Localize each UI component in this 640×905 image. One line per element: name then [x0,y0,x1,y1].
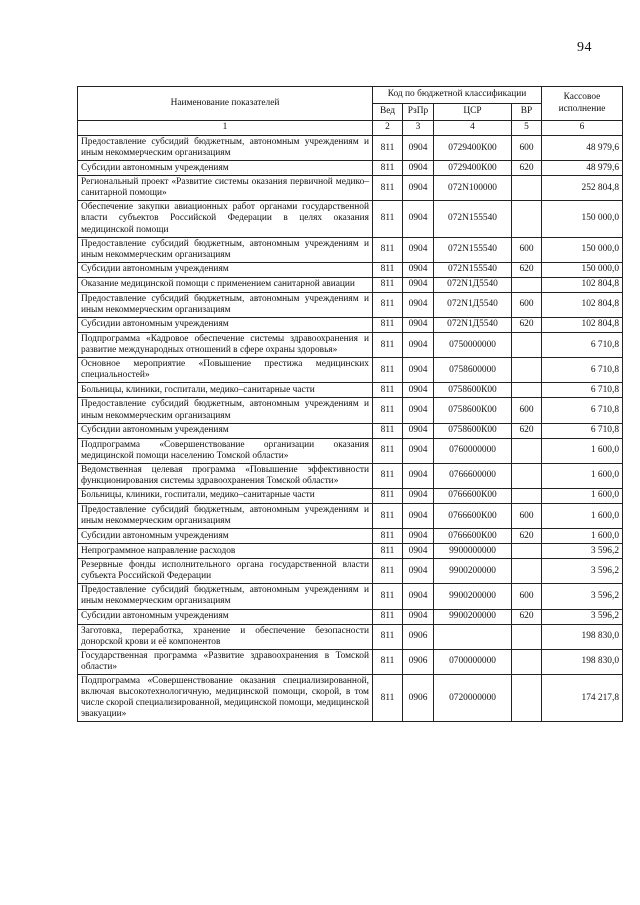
row-vr [512,176,542,201]
row-csr: 072N1Д5540 [434,318,512,333]
row-rzpr: 0904 [403,176,434,201]
col-number: 3 [403,121,434,136]
row-ved: 811 [373,423,403,438]
row-csr: 0758600000 [434,358,512,383]
row-rzpr: 0904 [403,398,434,423]
row-amount: 252 804,8 [542,176,623,201]
row-vr: 620 [512,529,542,544]
row-csr: 0766600К00 [434,488,512,503]
row-vr [512,358,542,383]
row-rzpr: 0904 [403,383,434,398]
table-row [78,201,623,237]
row-vr [512,488,542,503]
header-cash: Кассовое исполнение [542,87,623,121]
table-row [78,438,623,463]
row-rzpr: 0904 [403,529,434,544]
table-row [78,277,623,292]
row-amount: 1 600,0 [542,488,623,503]
row-name: Обеспечение закупки авиационных работ органами государственной власти субъектов Российской Федерации в целях оказания медицинской помощи [78,201,373,237]
row-csr: 072N1Д5540 [434,292,512,317]
row-rzpr: 0904 [403,609,434,624]
col-number: 5 [512,121,542,136]
row-name: Больницы, клиники, госпитали, медико–санитарные части [78,488,373,503]
row-vr: 620 [512,262,542,277]
row-amount: 1 600,0 [542,529,623,544]
row-amount: 150 000,0 [542,262,623,277]
row-csr: 0758600К00 [434,383,512,398]
row-amount: 1 600,0 [542,463,623,488]
table-row [78,609,623,624]
row-csr: 9900200000 [434,584,512,609]
row-name: Подпрограмма «Совершенствование организации оказания медицинской помощи населению Томской области» [78,438,373,463]
row-amount: 6 710,8 [542,398,623,423]
row-amount: 6 710,8 [542,383,623,398]
row-csr: 072N155540 [434,201,512,237]
header-vr: ВР [512,104,542,121]
row-csr: 0758600К00 [434,398,512,423]
row-ved: 811 [373,383,403,398]
table-row [78,136,623,161]
row-amount: 102 804,8 [542,277,623,292]
page-number: 94 [577,40,592,55]
row-rzpr: 0904 [403,292,434,317]
row-name: Ведомственная целевая программа «Повышение эффективности функционирования системы здравоохранения Томской области» [78,463,373,488]
table-row [78,624,623,649]
table-row [78,423,623,438]
row-amount: 150 000,0 [542,201,623,237]
row-csr: 9900000000 [434,544,512,559]
row-csr: 0720000000 [434,674,512,721]
row-name: Подпрограмма «Кадровое обеспечение системы здравоохранения и развитие международных отношений в сфере охраны здоровья» [78,333,373,358]
row-name: Оказание медицинской помощи с применением санитарной авиации [78,277,373,292]
row-name: Непрограммное направление расходов [78,544,373,559]
row-name: Субсидии автономным учреждениям [78,529,373,544]
row-csr: 0729400К00 [434,136,512,161]
row-rzpr: 0904 [403,423,434,438]
row-ved: 811 [373,398,403,423]
row-name: Предоставление субсидий бюджетным, автономным учреждениям и иным некоммерческим организациям [78,292,373,317]
row-vr: 600 [512,398,542,423]
table-row [78,674,623,721]
row-name: Предоставление субсидий бюджетным, автономным учреждениям и иным некоммерческим организациям [78,237,373,262]
row-csr: 0758600К00 [434,423,512,438]
row-vr: 600 [512,237,542,262]
col-number: 4 [434,121,512,136]
row-name: Предоставление субсидий бюджетным, автономным учреждениям и иным некоммерческим организациям [78,584,373,609]
row-rzpr: 0906 [403,624,434,649]
row-amount: 6 710,8 [542,423,623,438]
row-vr [512,624,542,649]
row-ved: 811 [373,559,403,584]
row-ved: 811 [373,674,403,721]
row-ved: 811 [373,609,403,624]
row-vr: 620 [512,161,542,176]
table-row [78,544,623,559]
row-name: Субсидии автономным учреждениям [78,161,373,176]
row-name: Субсидии автономным учреждениям [78,423,373,438]
row-vr [512,438,542,463]
row-name: Основное мероприятие «Повышение престижа медицинских специальностей» [78,358,373,383]
table-row [78,584,623,609]
row-rzpr: 0904 [403,488,434,503]
table-row [78,398,623,423]
row-amount: 174 217,8 [542,674,623,721]
row-ved: 811 [373,277,403,292]
row-csr: 072N155540 [434,237,512,262]
row-vr [512,544,542,559]
col-number: 2 [373,121,403,136]
row-ved: 811 [373,262,403,277]
table-row [78,292,623,317]
table-row [78,161,623,176]
budget-table [77,86,623,722]
row-amount: 3 596,2 [542,559,623,584]
row-ved: 811 [373,237,403,262]
row-amount: 198 830,0 [542,649,623,674]
row-vr: 600 [512,136,542,161]
row-amount: 198 830,0 [542,624,623,649]
row-rzpr: 0904 [403,201,434,237]
row-csr: 0750000000 [434,333,512,358]
row-vr: 600 [512,503,542,528]
row-vr [512,649,542,674]
table-row [78,333,623,358]
row-ved: 811 [373,624,403,649]
row-vr [512,674,542,721]
row-rzpr: 0904 [403,333,434,358]
table-row [78,318,623,333]
row-csr [434,624,512,649]
row-rzpr: 0904 [403,262,434,277]
row-csr: 9900200000 [434,559,512,584]
row-vr: 600 [512,584,542,609]
row-name: Субсидии автономным учреждениям [78,318,373,333]
row-ved: 811 [373,488,403,503]
row-rzpr: 0904 [403,161,434,176]
row-name: Региональный проект «Развитие системы оказания первичной медико–санитарной помощи» [78,176,373,201]
row-vr: 620 [512,423,542,438]
row-ved: 811 [373,292,403,317]
row-vr [512,559,542,584]
row-rzpr: 0904 [403,544,434,559]
row-csr: 0700000000 [434,649,512,674]
row-name: Резервные фонды исполнительного органа государственной власти субъекта Российской Федерации [78,559,373,584]
row-amount: 3 596,2 [542,544,623,559]
row-ved: 811 [373,176,403,201]
row-csr: 072N155540 [434,262,512,277]
header-code-group: Код по бюджетной классификации [373,87,542,104]
row-ved: 811 [373,333,403,358]
row-amount: 150 000,0 [542,237,623,262]
table-row [78,262,623,277]
row-amount: 102 804,8 [542,292,623,317]
row-ved: 811 [373,438,403,463]
row-csr: 9900200000 [434,609,512,624]
table-row [78,176,623,201]
row-name: Предоставление субсидий бюджетным, автономным учреждениям и иным некоммерческим организациям [78,503,373,528]
row-amount: 3 596,2 [542,609,623,624]
row-rzpr: 0904 [403,277,434,292]
row-rzpr: 0904 [403,463,434,488]
row-vr [512,201,542,237]
row-amount: 1 600,0 [542,503,623,528]
row-ved: 811 [373,136,403,161]
row-rzpr: 0906 [403,649,434,674]
header-csr: ЦСР [434,104,512,121]
row-rzpr: 0904 [403,438,434,463]
row-amount: 6 710,8 [542,333,623,358]
row-ved: 811 [373,649,403,674]
row-vr [512,333,542,358]
table-row [78,383,623,398]
col-number: 6 [542,121,623,136]
row-csr: 0729400К00 [434,161,512,176]
row-amount: 102 804,8 [542,318,623,333]
row-name: Подпрограмма «Совершенствование оказания специализированной, включая высокотехнологичную, медицинской помощи, скорой, в том числе скорой специализированной, медицинской помощи, медицинской эвакуации» [78,674,373,721]
row-vr [512,277,542,292]
row-csr: 0766600000 [434,463,512,488]
header-rzpr: РзПр [403,104,434,121]
row-rzpr: 0904 [403,136,434,161]
table-row [78,358,623,383]
row-rzpr: 0904 [403,237,434,262]
row-ved: 811 [373,358,403,383]
row-rzpr: 0906 [403,674,434,721]
row-amount: 3 596,2 [542,584,623,609]
row-name: Больницы, клиники, госпитали, медико–санитарные части [78,383,373,398]
table-row [78,503,623,528]
table-row [78,649,623,674]
row-vr: 620 [512,318,542,333]
row-name: Предоставление субсидий бюджетным, автономным учреждениям и иным некоммерческим организациям [78,136,373,161]
row-vr [512,463,542,488]
row-ved: 811 [373,544,403,559]
row-csr: 072N100000 [434,176,512,201]
row-rzpr: 0904 [403,584,434,609]
row-vr: 600 [512,292,542,317]
table-row [78,488,623,503]
table-row [78,529,623,544]
row-ved: 811 [373,503,403,528]
header-ved: Вед [373,104,403,121]
row-vr [512,383,542,398]
row-amount: 48 979,6 [542,136,623,161]
header-name: Наименование показателей [78,87,373,121]
column-number-row [78,121,623,136]
row-amount: 1 600,0 [542,438,623,463]
col-number: 1 [78,121,373,136]
row-ved: 811 [373,463,403,488]
row-rzpr: 0904 [403,559,434,584]
row-amount: 6 710,8 [542,358,623,383]
table-row [78,237,623,262]
row-name: Предоставление субсидий бюджетным, автономным учреждениям и иным некоммерческим организациям [78,398,373,423]
row-rzpr: 0904 [403,358,434,383]
row-rzpr: 0904 [403,318,434,333]
row-ved: 811 [373,584,403,609]
row-csr: 0766600К00 [434,503,512,528]
row-ved: 811 [373,318,403,333]
row-amount: 48 979,6 [542,161,623,176]
row-ved: 811 [373,161,403,176]
row-name: Субсидии автономным учреждениям [78,609,373,624]
row-name: Государственная программа «Развитие здравоохранения в Томской области» [78,649,373,674]
row-name: Заготовка, переработка, хранение и обеспечение безопасности донорской крови и её компонентов [78,624,373,649]
row-csr: 0760000000 [434,438,512,463]
row-csr: 0766600К00 [434,529,512,544]
row-vr: 620 [512,609,542,624]
row-rzpr: 0904 [403,503,434,528]
row-name: Субсидии автономным учреждениям [78,262,373,277]
row-ved: 811 [373,201,403,237]
row-ved: 811 [373,529,403,544]
table-row [78,463,623,488]
table-row [78,559,623,584]
row-csr: 072N1Д5540 [434,277,512,292]
